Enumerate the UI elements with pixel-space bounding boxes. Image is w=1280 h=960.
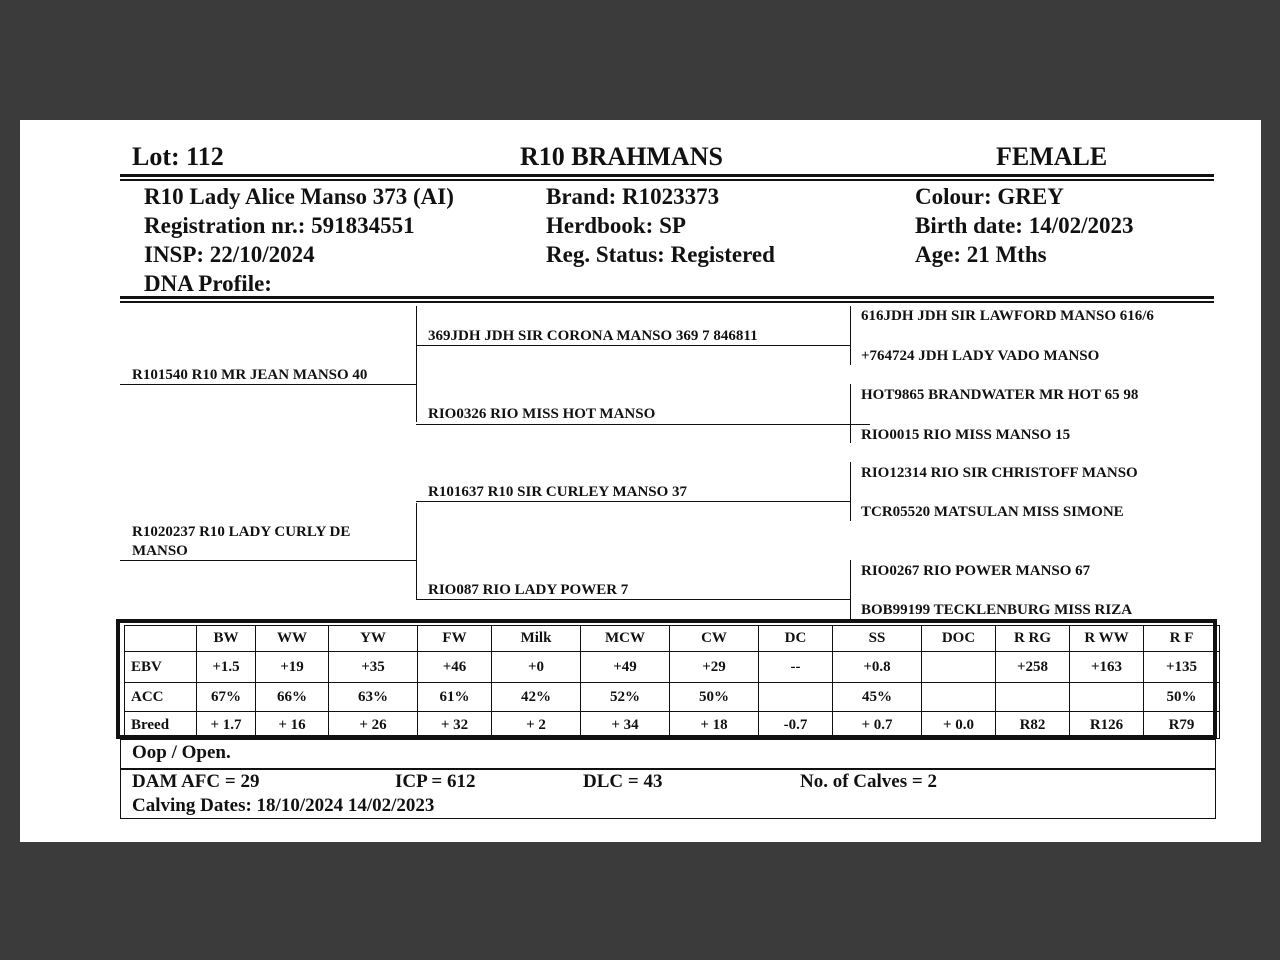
ggp-7: RIO0267 RIO POWER MANSO 67 [861,563,1091,579]
insp-date: INSP: 22/10/2024 [144,242,315,267]
breed-cell: + 34 [581,712,670,739]
ebv-cell: +29 [670,652,759,683]
sire-sire: 369JDH JDH SIR CORONA MANSO 369 7 846811 [428,328,758,344]
header-cell [125,626,197,652]
breed-cell: R82 [996,712,1070,739]
lot-number: Lot: 112 [132,142,224,171]
acc-cell [759,683,833,712]
header-cell: MCW [581,626,670,652]
animal-name: R10 Lady Alice Manso 373 (AI) [144,184,454,209]
ebv-cell: +0.8 [833,652,922,683]
herdbook: Herdbook: SP [546,213,686,238]
row-label: EBV [125,652,197,683]
reg-status: Reg. Status: Registered [546,242,775,267]
header-cell: DOC [922,626,996,652]
ebv-cell: +258 [996,652,1070,683]
acc-cell [996,683,1070,712]
ggp-5: RIO12314 RIO SIR CHRISTOFF MANSO [861,465,1138,481]
ggp-1: 616JDH JDH SIR LAWFORD MANSO 616/6 [861,308,1154,324]
ebv-header-row [125,626,1220,652]
breed-cell: + 0.7 [833,712,922,739]
breed-cell: + 18 [670,712,759,739]
ggp-6: TCR05520 MATSULAN MISS SIMONE [861,504,1124,520]
breed-cell: + 16 [256,712,329,739]
calves-count: No. of Calves = 2 [800,771,937,792]
acc-cell: 61% [418,683,492,712]
ebv-cell [922,652,996,683]
header-cell: FW [418,626,492,652]
dlc: DLC = 43 [583,771,663,792]
birth-date: Birth date: 14/02/2023 [915,213,1134,238]
sex-label: FEMALE [996,142,1108,171]
age: Age: 21 Mths [915,242,1047,267]
status-text: Oop / Open. [132,742,231,763]
breed-cell: R126 [1070,712,1144,739]
ebv-table [124,625,1220,739]
breed-row [125,712,1220,739]
ggp-2: +764724 JDH LADY VADO MANSO [861,348,1100,364]
header-cell: R WW [1070,626,1144,652]
ebv-cell: +19 [256,652,329,683]
sire-dam: RIO0326 RIO MISS HOT MANSO [428,406,656,422]
calving-box [120,768,1216,819]
breeder-name: R10 BRAHMANS [520,142,723,171]
colour: Colour: GREY [915,184,1064,209]
registration-number: Registration nr.: 591834551 [144,213,415,238]
acc-cell: 50% [670,683,759,712]
acc-cell: 45% [833,683,922,712]
acc-cell: 63% [329,683,418,712]
brand: Brand: R1023373 [546,184,720,209]
dam-dam: RIO087 RIO LADY POWER 7 [428,582,629,598]
acc-cell: 42% [492,683,581,712]
dam: R1020237 R10 LADY CURLY DE MANSO [132,524,351,559]
ebv-row [125,652,1220,683]
ebv-cell: +1.5 [197,652,256,683]
header-cell: DC [759,626,833,652]
sire: R101540 R10 MR JEAN MANSO 40 [132,367,368,383]
breed-cell: + 0.0 [922,712,996,739]
row-label: Breed [125,712,197,739]
ebv-cell: -- [759,652,833,683]
header-rule [120,174,1214,177]
acc-cell: 67% [197,683,256,712]
calving-dates: Calving Dates: 18/10/2024 14/02/2023 [132,795,435,816]
breed-cell: R79 [1144,712,1220,739]
acc-cell: 50% [1144,683,1220,712]
info-rule-thin [120,301,1214,303]
catalogue-sheet [20,120,1261,842]
acc-row [125,683,1220,712]
header-cell: WW [256,626,329,652]
ebv-cell: +46 [418,652,492,683]
ebv-cell: +135 [1144,652,1220,683]
ggp-3: HOT9865 BRANDWATER MR HOT 65 98 [861,387,1139,403]
acc-cell: 52% [581,683,670,712]
animal-info-right [915,182,1134,269]
acc-cell: 66% [256,683,329,712]
dam-sire: R101637 R10 SIR CURLEY MANSO 37 [428,484,688,500]
breed-cell: + 2 [492,712,581,739]
ggp-8: BOB99199 TECKLENBURG MISS RIZA [861,602,1133,618]
dna-profile: DNA Profile: [144,271,272,296]
status-box [120,739,1216,770]
header-cell: Milk [492,626,581,652]
icp: ICP = 612 [395,771,476,792]
header-cell: BW [197,626,256,652]
header-cell: R F [1144,626,1220,652]
animal-info-mid [546,182,775,269]
ebv-cell: +49 [581,652,670,683]
header-cell: CW [670,626,759,652]
header-rule-thin [120,179,1214,181]
header-cell: SS [833,626,922,652]
ebv-cell: +35 [329,652,418,683]
animal-info-left [144,182,454,298]
ebv-cell: +163 [1070,652,1144,683]
row-label: ACC [125,683,197,712]
breed-cell: + 26 [329,712,418,739]
acc-cell [922,683,996,712]
info-rule [120,296,1214,299]
breed-cell: -0.7 [759,712,833,739]
header-cell: R RG [996,626,1070,652]
ebv-cell: +0 [492,652,581,683]
dam-afc: DAM AFC = 29 [132,771,260,792]
breed-cell: + 32 [418,712,492,739]
breed-cell: + 1.7 [197,712,256,739]
ggp-4: RIO0015 RIO MISS MANSO 15 [861,427,1071,443]
acc-cell [1070,683,1144,712]
header-cell: YW [329,626,418,652]
